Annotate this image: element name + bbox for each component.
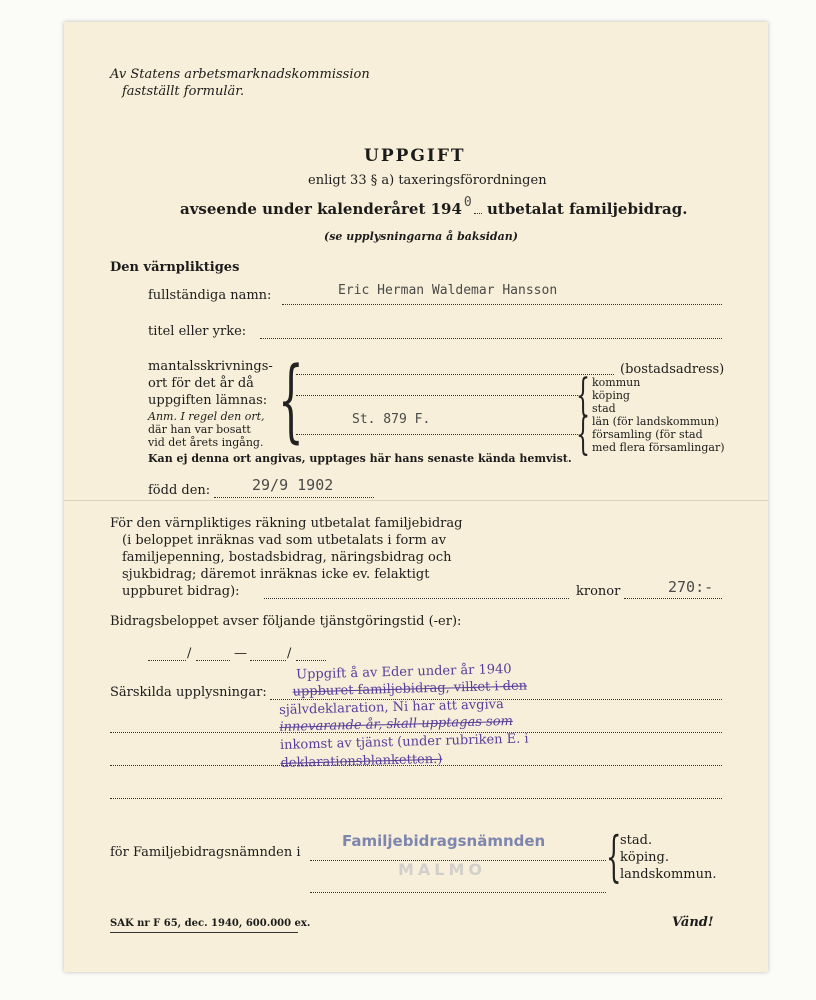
stamp-line-3: självdeklaration, Ni har att avgiva <box>278 697 504 718</box>
kronor-label: kronor <box>576 584 621 599</box>
service-label: Bidragsbeloppet avser följande tjänstgöringstid (-er): <box>110 614 462 629</box>
born-line <box>214 497 374 498</box>
special-line-2 <box>110 732 722 733</box>
print-reference-rule <box>110 932 298 933</box>
service-from-month[interactable] <box>196 660 230 661</box>
issuer-line-2: fastställt formulär. <box>122 84 245 99</box>
payment-line-3: familjepenning, bostadsbidrag, näringsbidrag och <box>122 550 452 565</box>
form-subtitle-1: enligt 33 § a) taxeringsförordningen <box>308 173 547 188</box>
mantal-label-1: mantalsskrivnings- <box>148 359 273 374</box>
section-heading: Den värnpliktiges <box>110 260 240 275</box>
bostadsadress-label: (bostadsadress) <box>620 362 725 377</box>
address-field[interactable]: St. 879 F. <box>352 412 431 427</box>
address-line-3 <box>296 434 578 435</box>
board-opt-stad: stad. <box>620 833 653 848</box>
title-line <box>260 338 722 339</box>
mantal-label-2: ort för det år då <box>148 376 254 391</box>
lan-brace: { <box>576 409 590 460</box>
service-from-day[interactable] <box>148 660 186 661</box>
mantal-label-3: uppgiften lämnas: <box>148 393 268 408</box>
year-digit: 0 <box>463 195 472 210</box>
board-brace: { <box>606 825 622 888</box>
fold-line <box>64 500 768 501</box>
kommun-option: kommun <box>592 376 641 389</box>
form-note: (se upplysningarna å baksidan) <box>324 230 518 243</box>
lan-option-1: län (för landskommun) <box>592 415 719 428</box>
name-label: fullständiga namn: <box>148 288 272 303</box>
payment-line-4: sjukbidrag; däremot inräknas icke ev. felaktigt <box>122 567 430 582</box>
unknown-residence-note: Kan ej denna ort angivas, upptages här hans senaste kända hemvist. <box>148 452 572 465</box>
stamp-line-1: Uppgift å av Eder under år 1940 <box>295 661 512 683</box>
service-dash: — <box>234 646 247 661</box>
lan-option-2: församling (för stad <box>592 428 703 441</box>
payment-line-1: För den värnpliktiges räkning utbetalat familjebidrag <box>110 516 463 531</box>
address-line-1 <box>296 374 614 375</box>
address-line-2 <box>296 395 578 396</box>
form-paper <box>64 22 768 972</box>
board-line-2 <box>310 892 606 893</box>
stamp-line-6: deklarationsblanketten.) <box>280 751 443 771</box>
form-subtitle-2 <box>180 195 688 218</box>
form-title: UPPGIFT <box>364 146 466 166</box>
koping-option: köping <box>592 389 630 402</box>
stamp-line-4: innevarande år, skall upptagas som <box>279 713 514 735</box>
payment-line-5: uppburet bidrag): <box>122 584 240 599</box>
address-brace: { <box>278 348 304 453</box>
special-label: Särskilda upplysningar: <box>110 685 267 700</box>
amount-field[interactable]: 270:- <box>668 578 714 596</box>
stamp-line-2: uppburet familjebidrag, vilket i den <box>292 678 528 700</box>
issuer-line-1: Av Statens arbetsmarknadskommission <box>110 67 370 82</box>
board-opt-lands: landskommun. <box>620 867 717 882</box>
anm-note-3: vid det årets ingång. <box>148 436 264 449</box>
service-to-day[interactable] <box>250 660 286 661</box>
born-field[interactable]: 29/9 1902 <box>252 476 334 494</box>
board-label: för Familjebidragsnämnden i <box>110 845 301 860</box>
kommun-brace: { <box>576 370 590 421</box>
stamp-line-5: inkomst av tjänst (under rubriken E. i <box>279 731 529 753</box>
lan-option-3: med flera församlingar) <box>592 441 725 454</box>
stad-option: stad <box>592 402 616 415</box>
amount-line <box>624 598 722 599</box>
subtitle-suffix: utbetalat familjebidrag. <box>486 200 688 218</box>
board-opt-koping: köping. <box>620 850 670 865</box>
payment-dots <box>264 598 569 599</box>
payment-line-2: (i beloppet inräknas vad som utbetalats i form av <box>122 533 447 548</box>
turn-over-note: Vänd! <box>672 915 714 930</box>
service-slash-1: / <box>187 646 192 661</box>
born-label: född den: <box>148 483 211 498</box>
special-line-4 <box>110 798 722 799</box>
name-line <box>282 304 722 305</box>
service-slash-2: / <box>287 646 292 661</box>
service-to-month[interactable] <box>296 660 326 661</box>
print-reference: SAK nr F 65, dec. 1940, 600.000 ex. <box>110 918 311 929</box>
title-label: titel eller yrke: <box>148 324 247 339</box>
anm-note-1: Anm. I regel den ort, <box>148 410 265 423</box>
subtitle-prefix: avseende under kalenderåret 194 <box>180 200 462 218</box>
anm-note-2: där han var bosatt <box>148 423 251 436</box>
board-stamp-city: MALMÖ <box>398 860 487 879</box>
name-field[interactable]: Eric Herman Waldemar Hansson <box>338 283 558 298</box>
board-stamp-name: Familjebidragsnämnden <box>342 832 546 850</box>
